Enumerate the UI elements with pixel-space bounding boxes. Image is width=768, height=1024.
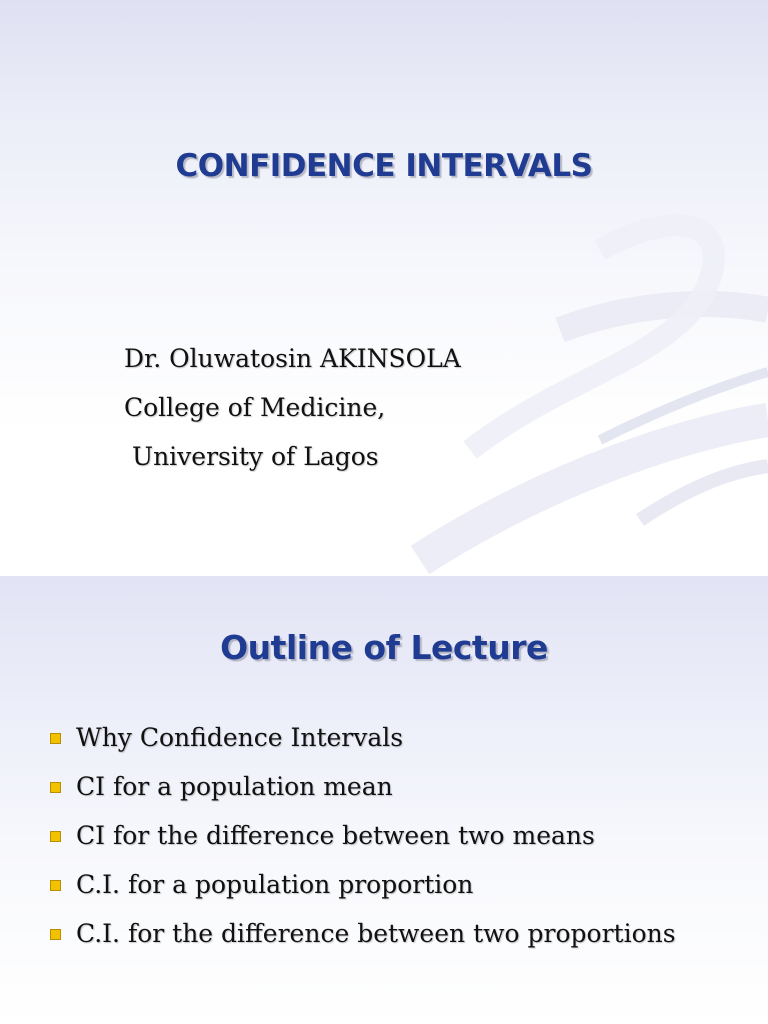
author-university: University of Lagos: [132, 442, 379, 471]
author-info: [124, 334, 461, 481]
author-name: Dr. Oluwatosin AKINSOLA: [124, 344, 461, 373]
slide-title: CONFIDENCE INTERVALS: [175, 148, 593, 184]
list-item-text: Why Confidence Intervals: [76, 723, 404, 752]
list-item: [46, 914, 746, 953]
square-bullet-icon: [50, 929, 61, 940]
author-college: College of Medicine,: [124, 393, 386, 422]
outline-list: [46, 718, 746, 963]
list-item: [46, 816, 746, 855]
list-item: [46, 865, 746, 904]
list-item-text: C.I. for a population proportion: [76, 870, 474, 899]
square-bullet-icon: [50, 880, 61, 891]
list-item-text: CI for a population mean: [76, 772, 393, 801]
list-item: [46, 718, 746, 757]
list-item-text: C.I. for the difference between two proportions: [76, 919, 676, 948]
square-bullet-icon: [50, 831, 61, 842]
list-item: [46, 767, 746, 806]
square-bullet-icon: [50, 782, 61, 793]
slide-title: Outline of Lecture: [220, 628, 548, 667]
outline-slide: [0, 576, 768, 1024]
list-item-text: CI for the difference between two means: [76, 821, 595, 850]
square-bullet-icon: [50, 733, 61, 744]
